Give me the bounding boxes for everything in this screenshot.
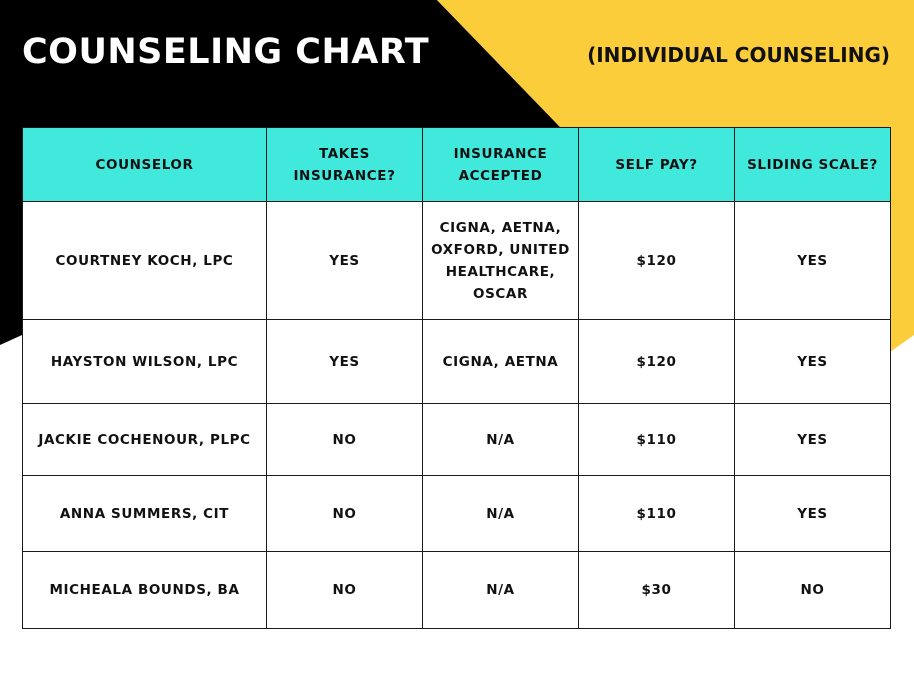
table-row (23, 320, 891, 404)
insurance-accepted-cell: N/A (423, 404, 579, 476)
table-header-row (23, 128, 891, 202)
takes-insurance-cell: NO (267, 404, 423, 476)
insurance-accepted-cell: N/A (423, 476, 579, 552)
sliding-scale-cell: NO (735, 552, 891, 629)
insurance-accepted-cell: N/A (423, 552, 579, 629)
counselor-cell: ANNA SUMMERS, CIT (23, 476, 267, 552)
takes-insurance-cell: NO (267, 476, 423, 552)
self-pay-cell: $110 (579, 404, 735, 476)
counseling-table (22, 127, 891, 629)
counselor-cell: MICHEALA BOUNDS, BA (23, 552, 267, 629)
table-row (23, 552, 891, 629)
table-row (23, 476, 891, 552)
takes-insurance-cell: NO (267, 552, 423, 629)
column-header-insurance-accepted: INSURANCE ACCEPTED (423, 128, 579, 202)
insurance-accepted-cell: CIGNA, AETNA, OXFORD, UNITED HEALTHCARE, OSCAR (423, 202, 579, 320)
page-title: COUNSELING CHART (22, 32, 430, 72)
insurance-accepted-cell: CIGNA, AETNA (423, 320, 579, 404)
column-header-self-pay: SELF PAY? (579, 128, 735, 202)
column-header-counselor: COUNSELOR (23, 128, 267, 202)
counselor-cell: HAYSTON WILSON, LPC (23, 320, 267, 404)
self-pay-cell: $30 (579, 552, 735, 629)
takes-insurance-cell: YES (267, 320, 423, 404)
sliding-scale-cell: YES (735, 202, 891, 320)
column-header-sliding-scale: SLIDING SCALE? (735, 128, 891, 202)
sliding-scale-cell: YES (735, 404, 891, 476)
table-row (23, 404, 891, 476)
counselor-cell: COURTNEY KOCH, LPC (23, 202, 267, 320)
column-header-takes-insurance: TAKES INSURANCE? (267, 128, 423, 202)
table-row (23, 202, 891, 320)
sliding-scale-cell: YES (735, 320, 891, 404)
self-pay-cell: $110 (579, 476, 735, 552)
sliding-scale-cell: YES (735, 476, 891, 552)
self-pay-cell: $120 (579, 320, 735, 404)
self-pay-cell: $120 (579, 202, 735, 320)
counselor-cell: JACKIE COCHENOUR, PLPC (23, 404, 267, 476)
page-subtitle: (INDIVIDUAL COUNSELING) (587, 43, 890, 67)
takes-insurance-cell: YES (267, 202, 423, 320)
